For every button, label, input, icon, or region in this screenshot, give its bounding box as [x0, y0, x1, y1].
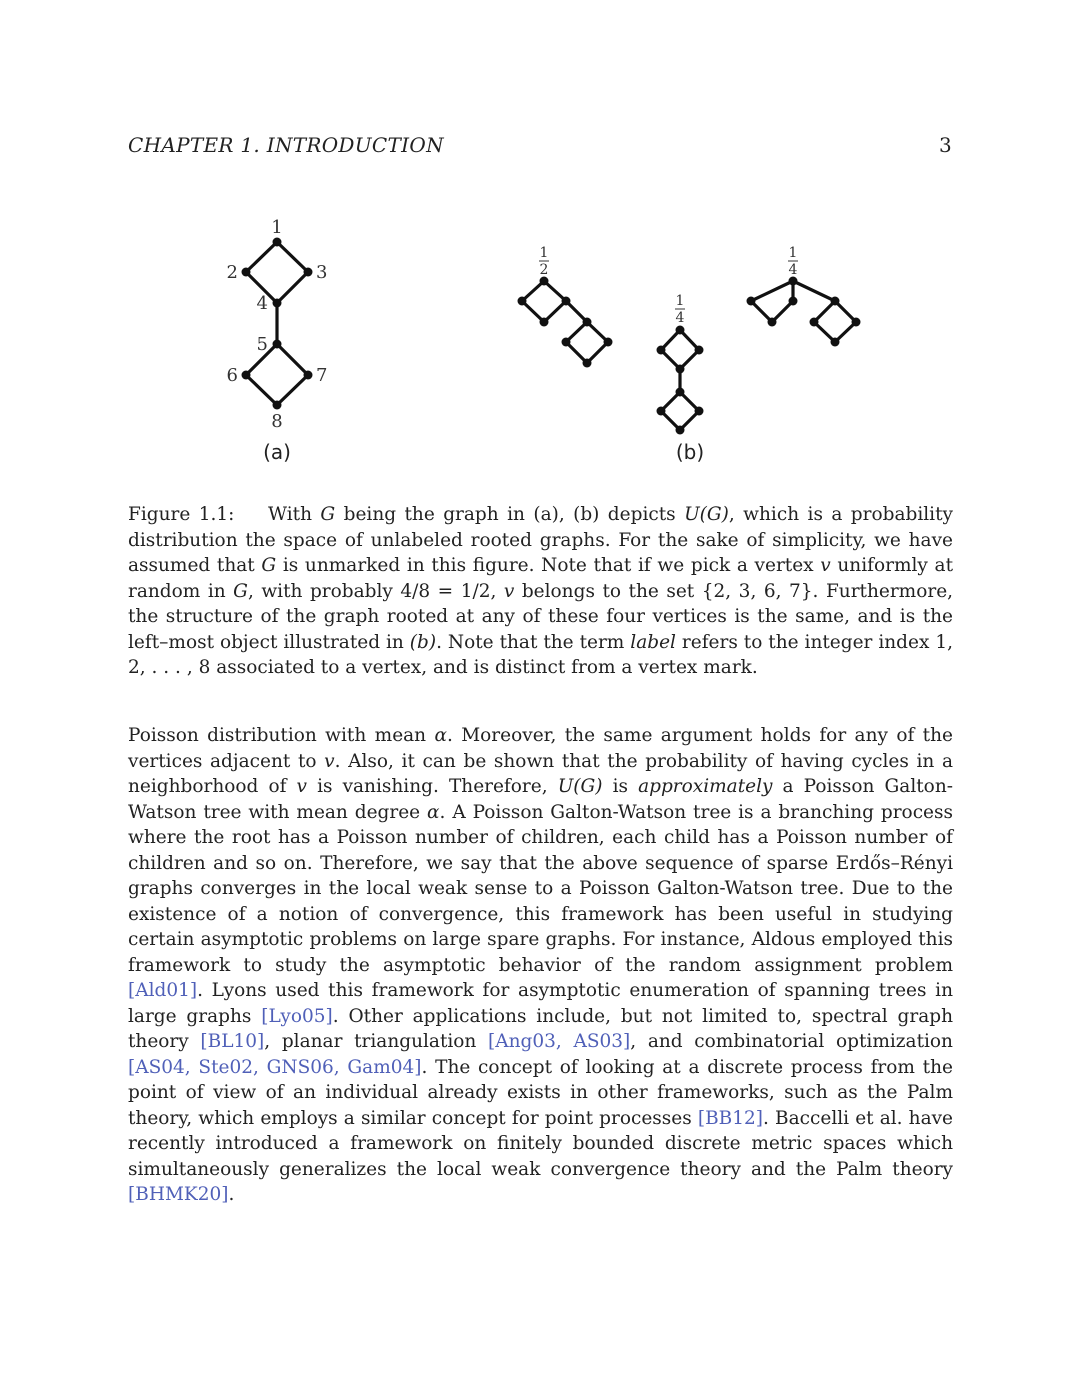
vertex-7 [304, 371, 313, 380]
vertex-label-1: 1 [271, 217, 283, 238]
vertex-5 [273, 340, 282, 349]
page-number: 3 [938, 133, 952, 157]
graph-a [227, 217, 328, 464]
edge-7-8 [277, 375, 308, 405]
subfigure-b-label: (b) [675, 440, 705, 464]
edge-3-4 [277, 272, 308, 303]
prob-denominator: 4 [788, 262, 798, 278]
graph-b-component-2 [657, 293, 705, 464]
vertex-2 [242, 268, 251, 277]
vertex-label-3: 3 [316, 262, 328, 283]
prob-denominator: 4 [675, 310, 685, 326]
vertex-1 [273, 238, 282, 247]
figure-label: Figure 1.1: [128, 504, 235, 525]
edge-5-7 [277, 344, 308, 375]
citation-bb12[interactable]: [BB12] [697, 1107, 764, 1129]
subfigure-a-label: (a) [263, 440, 291, 464]
citation-lyo05[interactable]: [Lyo05] [261, 1005, 333, 1027]
edge-6-8 [246, 375, 277, 405]
citation-ald01[interactable]: [Ald01] [128, 980, 198, 1001]
prob-numerator: 1 [675, 293, 685, 309]
vertex-label-6: 6 [226, 365, 238, 386]
vertex-label-2: 2 [226, 262, 238, 283]
graph-b-component-1 [518, 245, 613, 368]
prob-numerator: 1 [788, 245, 798, 261]
vertex-4 [273, 299, 282, 308]
chapter-title: CHAPTER 1. INTRODUCTION [128, 133, 444, 157]
vertex-label-8: 8 [271, 411, 283, 432]
graph-b-component-3 [747, 245, 861, 347]
figure-caption: Figure 1.1: With G being the graph in (a), (b) depicts U(G), which is a probability distribution the space of unlabeled rooted graphs. For the sake of simplicity, we have assumed that G is unmarked in this figure. Note that if we pick a vertex v uniformly at random in G, with probably 4/8 = 1/2, v belongs to the set {2, 3, 6, 7}. Furthermore, the structure of the graph rooted at any of these four vertices is the same, and is the left–most object illustrated in (b). Note that the term label refers to the integer index 1, 2, . . . , 8 associated to a vertex, and is distinct from a vertex mark. [128, 504, 954, 678]
vertex-label-5: 5 [256, 334, 268, 355]
prob-numerator: 1 [539, 245, 549, 261]
prob-denominator: 2 [539, 262, 549, 278]
body-paragraph: Poisson distribution with mean α. Moreover, the same argument holds for any of the vertices adjacent to v. Also, it can be shown that the probability of having cycles in a neighborhood of v is vanishing. Therefore, U(G) is approximately a Poisson Galton-Watson tree with mean degree α. A Poisson Galton-Watson tree is a branching process where the root has a Poisson number of children, each child has a Poisson number of children and so on. Therefore, we say that the above sequence of sparse Erdős–Rényi graphs converges in the local weak sense to a Poisson Galton-Watson tree. Due to the existence of a notion of convergence, this framework has been useful in studying certain asymptotic problems on large spare graphs. For instance, Aldous employed this framework to study the asymptotic behavior of the random assignment problem [Ald01]. Lyons used this framework for asymptotic enumeration of spanning trees in large graphs [Lyo05]. Other applications include, but not limited to, spectral graph theory [BL10], planar triangulation [Ang03, AS03], and combinatorial optimization [AS04, Ste02, GNS06, Gam04]. The concept of looking at a discrete process from the point of view of an individual already exists in other frameworks, such as the Palm theory, which employs a similar concept for point processes [BB12]. Baccelli et al. have recently introduced a framework on finitely bounded discrete metric spaces which simultaneously generalizes the local weak convergence theory and the Palm theory [BHMK20]. [128, 725, 954, 1205]
citation-as04-ste02-gns06-gam04[interactable]: [AS04, Ste02, GNS06, Gam04] [128, 1056, 422, 1078]
root-vertex [676, 326, 685, 335]
vertex-label-7: 7 [316, 365, 328, 386]
figure-1-1 [0, 0, 1080, 480]
citation-bl10[interactable]: [BL10] [200, 1031, 265, 1052]
vertex-label-4: 4 [256, 293, 268, 314]
vertex-8 [273, 401, 282, 410]
citation-bhmk20[interactable]: [BHMK20] [128, 1184, 229, 1205]
vertex-6 [242, 371, 251, 380]
vertex-3 [304, 268, 313, 277]
citation-ang03-as03[interactable]: [Ang03, AS03] [488, 1031, 631, 1052]
edge-1-2 [246, 242, 277, 272]
edge-1-3 [277, 242, 308, 272]
